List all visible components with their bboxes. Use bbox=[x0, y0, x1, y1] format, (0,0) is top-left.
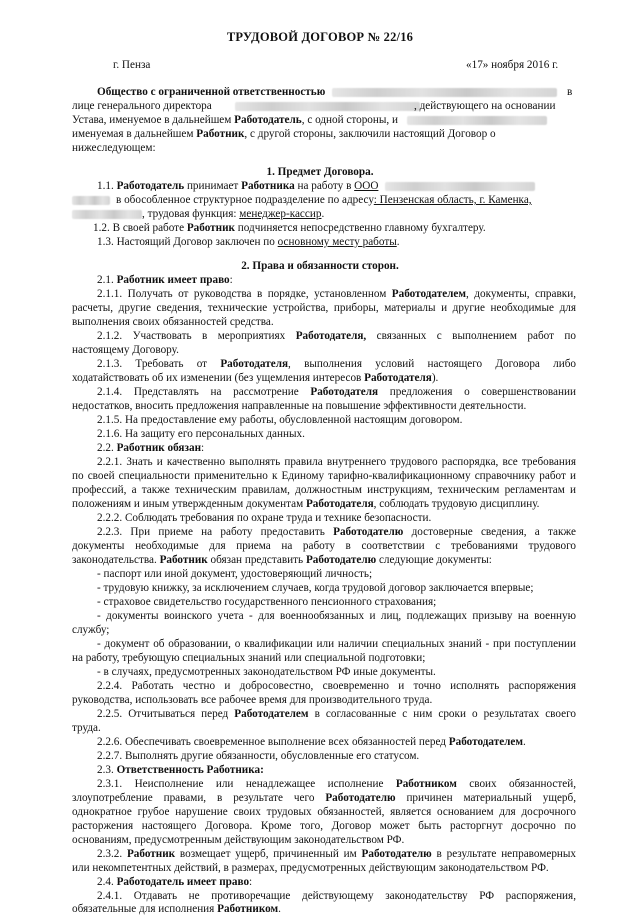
clause-2-1-2: 2.1.2. Участвовать в мероприятиях Работодателя, связанных с выполнением работ по bbox=[97, 330, 576, 342]
clause-2-1-1: 2.1.1. Получать от руководства в порядке, установленном Работодателем, документы, справки, bbox=[97, 288, 576, 300]
redacted-director bbox=[235, 102, 420, 111]
clause-2-2-5: 2.2.5. Отчитываться перед Работодателем в согласованные с ним сроки о результатах своего bbox=[97, 708, 576, 720]
doc-item-military: - документы воинского учета - для военнообязанных и лиц, подлежащих призыву на военную bbox=[97, 610, 576, 622]
clause-2-4: 2.4. Работодатель имеет право: bbox=[97, 876, 253, 888]
redacted-company bbox=[332, 88, 557, 97]
doc-item-workbook: - трудовую книжку, за исключением случаев, когда трудовой договор заключается впервые; bbox=[97, 582, 534, 594]
clause-2-2-2: 2.2.2. Соблюдать требования по охране труда и технике безопасности. bbox=[97, 512, 432, 524]
clause-2-2-6: 2.2.6. Обеспечивать своевременное выполнение всех обязанностей перед Работодателем. bbox=[97, 736, 526, 748]
clause-1-2: 1.2. В своей работе Работник подчиняется непосредственно главному бухгалтеру. bbox=[93, 222, 486, 234]
clause-2-2-4: 2.2.4. Работать честно и добросовестно, своевременно и точно исполнять распоряжения bbox=[97, 680, 576, 692]
clause-2-1: 2.1. Работник имеет право: bbox=[97, 274, 233, 286]
intro-line-3: Устава, именуемое в дальнейшем Работодатель, с одной стороны, и bbox=[72, 114, 547, 127]
redacted-employee bbox=[407, 116, 547, 125]
clause-1-1-line-3: , трудовая функция: менеджер-кассир. bbox=[72, 208, 324, 221]
intro-line-2: лице генерального директора bbox=[72, 100, 424, 113]
clause-1-1-line-2: в обособленное структурное подразделение по адресу: Пензенская область, г. Каменка, bbox=[72, 194, 532, 207]
contract-date: «17» ноября 2016 г. bbox=[466, 59, 559, 71]
intro-line-4: именуемая в дальнейшем Работник, с другой стороны, заключили настоящий Договор о bbox=[72, 128, 496, 140]
clause-2-1-6: 2.1.6. На защиту его персональных данных. bbox=[97, 428, 305, 440]
doc-item-pension: - страховое свидетельство государственного пенсионного страхования; bbox=[97, 596, 437, 608]
clause-2-2-7: 2.2.7. Выполнять другие обязанности, обусловленные его статусом. bbox=[97, 750, 420, 762]
clause-2-2-3: 2.2.3. При приеме на работу предоставить Работодателю достоверные сведения, а также bbox=[97, 526, 576, 538]
section-1-heading: 1. Предмет Договора. bbox=[266, 166, 374, 178]
doc-item-education: - документ об образовании, о квалификации или наличии специальных знаний - при поступлении bbox=[97, 638, 576, 650]
intro-line-5: нижеследующем: bbox=[72, 142, 156, 154]
clause-2-3-2: 2.3.2. Работник возмещает ущерб, причиненный им Работодателю в результате неправомерных bbox=[97, 848, 577, 860]
contract-page: ТРУДОВОЙ ДОГОВОР № 22/16 г. Пенза «17» ноября 2016 г. Общество с ограниченной ответственностью в лице генерального директора , действующего на основании Устава, именуемое в дальнейшем Работодатель, с одной стороны, и именуемая в дальнейшем Работник, с другой стороны, заключили настоящий Договор о нижеследующем: 1. Предмет Договора. 1.1. Работодатель принимает Работника на работу в ООО в обособленное структурное подразделение по адресу: Пензенская область, г. Каменка, , трудовая функция: менеджер-кассир. 1.2. В своей работе Работник подчиняется непосредственно главному бухгалтеру. 1.3. Настоящий Договор заключен по основному месту работы. 2. Права и обязанности сторон. 2.1. Работник имеет право: 2.1.1. Получать от руководства в порядке, установленном Работодателем, документы, справки, расчеты, другие сведения, технические устройства, приборы, материалы и другие необходимые для выполнения своих обязанностей средства. 2.1.2. Участвовать в мероприятиях Работодателя, связанных с выполнением работ по настоящему Договору. 2.1.3. Требовать от Работодателя, выполнения условий настоящего Договора либо ходатайствовать об их изменении (без ущемления интересов Работодателя). 2.1.4. Представлять на рассмотрение Работодателя предложения о совершенствовании недостатков, вносить предложения направленные на повышение эффективности деятельности. 2.1.5. На предоставление ему работы, обусловленной настоящим договором. 2.1.6. На защиту его персональных данных. 2.2. Работник обязан: 2.2.1. Знать и качественно выполнять правила внутреннего трудового распорядка, все требования по своей специальности применительно к Единому тарифно-квалификационному справочнику работ и профессий, а также техническим правилам, должностным инструкциям, техническим регламентам и положениям и иным утвержденным документам Работодателя, соблюдать трудовую дисциплину. 2.2.2. Соблюдать требования по охране труда и технике безопасности. 2.2.3. При приеме на работу предоставить Работодателю достоверные сведения, а также документы необходимые для приема на работу в соответствии с требованиями трудового законодательства. Работник обязан представить Работодателю следующие документы: - паспорт или иной документ, удостоверяющий личность; - трудовую книжку, за исключением случаев, когда трудовой договор заключается впервые; - страховое свидетельство государственного пенсионного страхования; - документы воинского учета - для военнообязанных и лиц, подлежащих призыву на военную службу; - документ об образовании, о квалификации или наличии специальных знаний - при поступлении на работу, требующую специальных знаний или специальной подготовки; - в случаях, предусмотренных законодательством РФ иные документы. 2.2.4. Работать честно и добросовестно, своевременно и точно исполнять распоряжения руководства, использовать все рабочее время для производительного труда. 2.2.5. Отчитываться перед Работодателем в согласованные с ним сроки о результатах своего труда. 2.2.6. Обеспечивать своевременное выполнение всех обязанностей перед Работодателем. 2.2.7. Выполнять другие обязанности, обусловленные его статусом. 2.3. Ответственность Работника: 2.3.1. Неисполнение или ненадлежащее исполнение Работником своих обязанностей, злоупотребление правами, в результате чего Работодателю причинен материальный ущерб, однократное грубое нарушение своих трудовых обязанностей, является основанием для досрочного расторжения настоящего Договора. Кроме того, Договор может быть расторгнут досрочно по основаниям, предусмотренным действующим законодательством РФ. 2.3.2. Работник возмещает ущерб, причиненный им Работодателю в результате неправомерных или некомпетентных действий, в размерах, предусмотренных действующим законодательством РФ. 2.4. Работодатель имеет право: 2.4.1. Отдавать не противоречащие действующему законодательству РФ распоряжения, обязательные для исполнения Работником. bbox=[0, 0, 640, 914]
redacted-org bbox=[385, 182, 535, 191]
clause-2-3: 2.3. Ответственность Работника: bbox=[97, 764, 264, 776]
document-title: ТРУДОВОЙ ДОГОВОР № 22/16 bbox=[226, 30, 414, 44]
intro-line-1: Общество с ограниченной ответственностью bbox=[97, 86, 561, 99]
clause-2-3-1: 2.3.1. Неисполнение или ненадлежащее исполнение Работником своих обязанностей, bbox=[97, 778, 576, 790]
doc-item-passport: - паспорт или иной документ, удостоверяющий личность; bbox=[97, 568, 373, 580]
clause-2-1-4: 2.1.4. Представлять на рассмотрение Работодателя предложения о совершенствовании bbox=[97, 386, 576, 398]
doc-item-other: - в случаях, предусмотренных законодательством РФ иные документы. bbox=[97, 666, 436, 678]
clause-1-1: 1.1. Работодатель принимает Работника на работу в ООО bbox=[97, 180, 535, 193]
clause-2-2-1: 2.2.1. Знать и качественно выполнять правила внутреннего трудового распорядка, все требования bbox=[97, 456, 576, 468]
intro-line-2-end: , действующего на основании bbox=[414, 100, 556, 112]
clause-1-3: 1.3. Настоящий Договор заключен по основному месту работы. bbox=[97, 236, 400, 248]
clause-2-1-5: 2.1.5. На предоставление ему работы, обусловленной настоящим договором. bbox=[97, 414, 463, 426]
clause-2-2: 2.2. Работник обязан: bbox=[97, 442, 205, 454]
clause-2-4-1: 2.4.1. Отдавать не противоречащие действующему законодательству РФ распоряжения, bbox=[97, 890, 576, 902]
clause-2-1-3: 2.1.3. Требовать от Работодателя, выполнения условий настоящего Договора либо bbox=[97, 358, 576, 370]
section-2-heading: 2. Права и обязанности сторон. bbox=[241, 260, 399, 272]
intro-line-1-end: в bbox=[567, 86, 573, 98]
city: г. Пенза bbox=[113, 59, 151, 71]
